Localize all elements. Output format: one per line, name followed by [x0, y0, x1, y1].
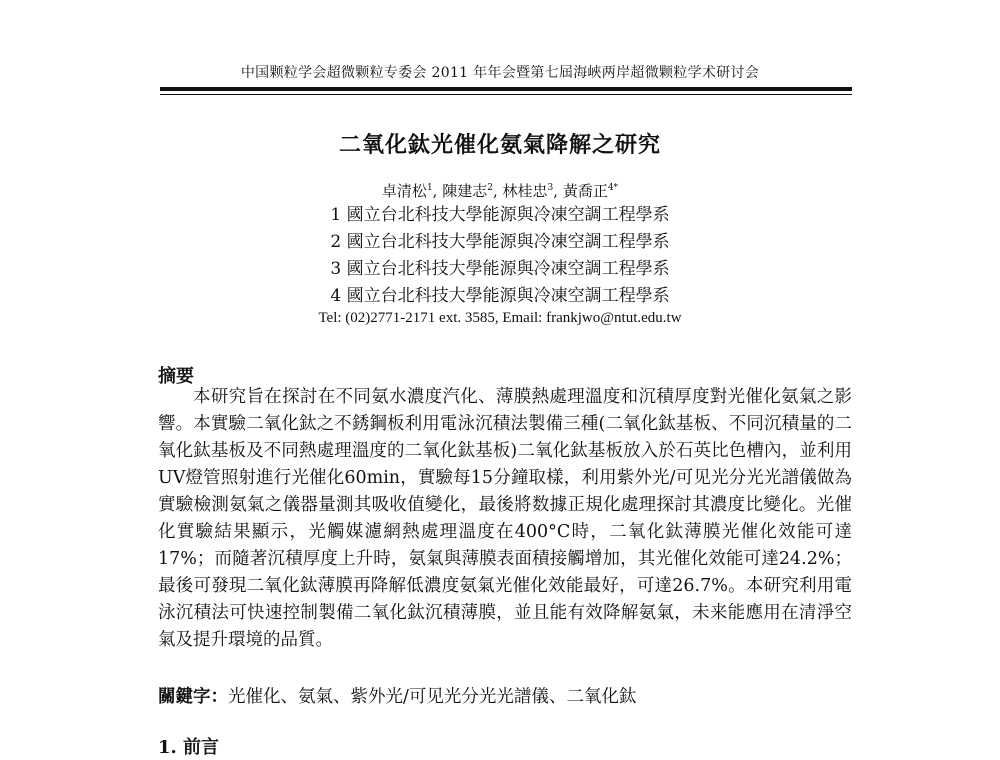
affiliation: 3 國立台北科技大學能源與冷凍空調工程學系: [330, 259, 670, 279]
conference-header: 中国颗粒学会超微颗粒专委会 2011 年年会暨第七屆海峽两岸超微颗粒学术研讨会: [240, 65, 760, 81]
affiliation-list: [0, 202, 1000, 310]
affiliation: 4 國立台北科技大學能源與冷凍空調工程學系: [330, 286, 670, 306]
author-name: 林桂忠: [502, 182, 548, 200]
author-list: 卓清松$^1$, 陳建志$^2$, 林桂忠$^3$, 黃喬正$^{4*}$: [381, 182, 619, 200]
author-name: 黃喬正: [562, 182, 608, 200]
paper-title: 二氧化鈦光催化氨氣降解之研究: [338, 132, 661, 158]
abstract-body: 本研究旨在探討在不同氨水濃度汽化、薄膜熱處理溫度和沉積厚度對光催化氨氣之影響。本實驗二氧化鈦之不銹鋼板利用電泳沉積法製備三種(二氧化鈦基板、不同沉積量的二氧化鈦基板及不同熱處理溫度的二氧化鈦基板)二氧化鈦基板放入於石英比色槽內，並利用UV燈管照射進行光催化60min，實驗每15分鐘取樣，利用紫外光/可见光分光光譜儀做為實驗檢測氨氣之儀器量測其吸收值變化，最後將数據正規化處理探討其濃度比變化。光催化實驗結果顯示，光觸媒濾網熱處理溫度在400°C時，二氧化鈦薄膜光催化效能可達17%；而隨著沉積厚度上升時，氨氣與薄膜表面積接觸增加，其光催化效能可達24.2%；最後可發現二氧化鈦薄膜再降解低濃度氨氣光催化效能最好，可達26.7%。本研究利用電泳沉積法可快速控制製備二氧化鈦沉積薄膜，並且能有效降解氨氣，未来能應用在清淨空氣及提升環境的品質。: [158, 387, 852, 650]
author-mark: 3: [547, 183, 554, 193]
keywords-text: 光催化、氨氣、紫外光/可见光分光光譜儀、二氧化鈦: [228, 687, 637, 707]
author-mark: 4*: [607, 183, 619, 193]
header-rule-thin: [160, 94, 852, 95]
header-rule-thick: [160, 87, 852, 91]
keywords-label: 關鍵字：: [158, 687, 228, 707]
abstract-heading: 摘要: [158, 366, 194, 387]
author-name: 卓清松: [381, 182, 427, 200]
section-heading: 1. 前言: [158, 737, 220, 758]
author-mark: 1: [426, 183, 433, 193]
author-name: 陳建志: [442, 182, 488, 200]
contact-info: Tel: (02)2771-2171 ext. 3585, Email: frankjwo@ntut.edu.tw: [318, 310, 682, 326]
affiliation: 1 國立台北科技大學能源與冷凍空調工程學系: [330, 205, 670, 225]
keywords-line: [158, 684, 852, 711]
affiliation: 2 國立台北科技大學能源與冷凍空調工程學系: [330, 232, 670, 252]
author-mark: 2: [487, 183, 493, 193]
